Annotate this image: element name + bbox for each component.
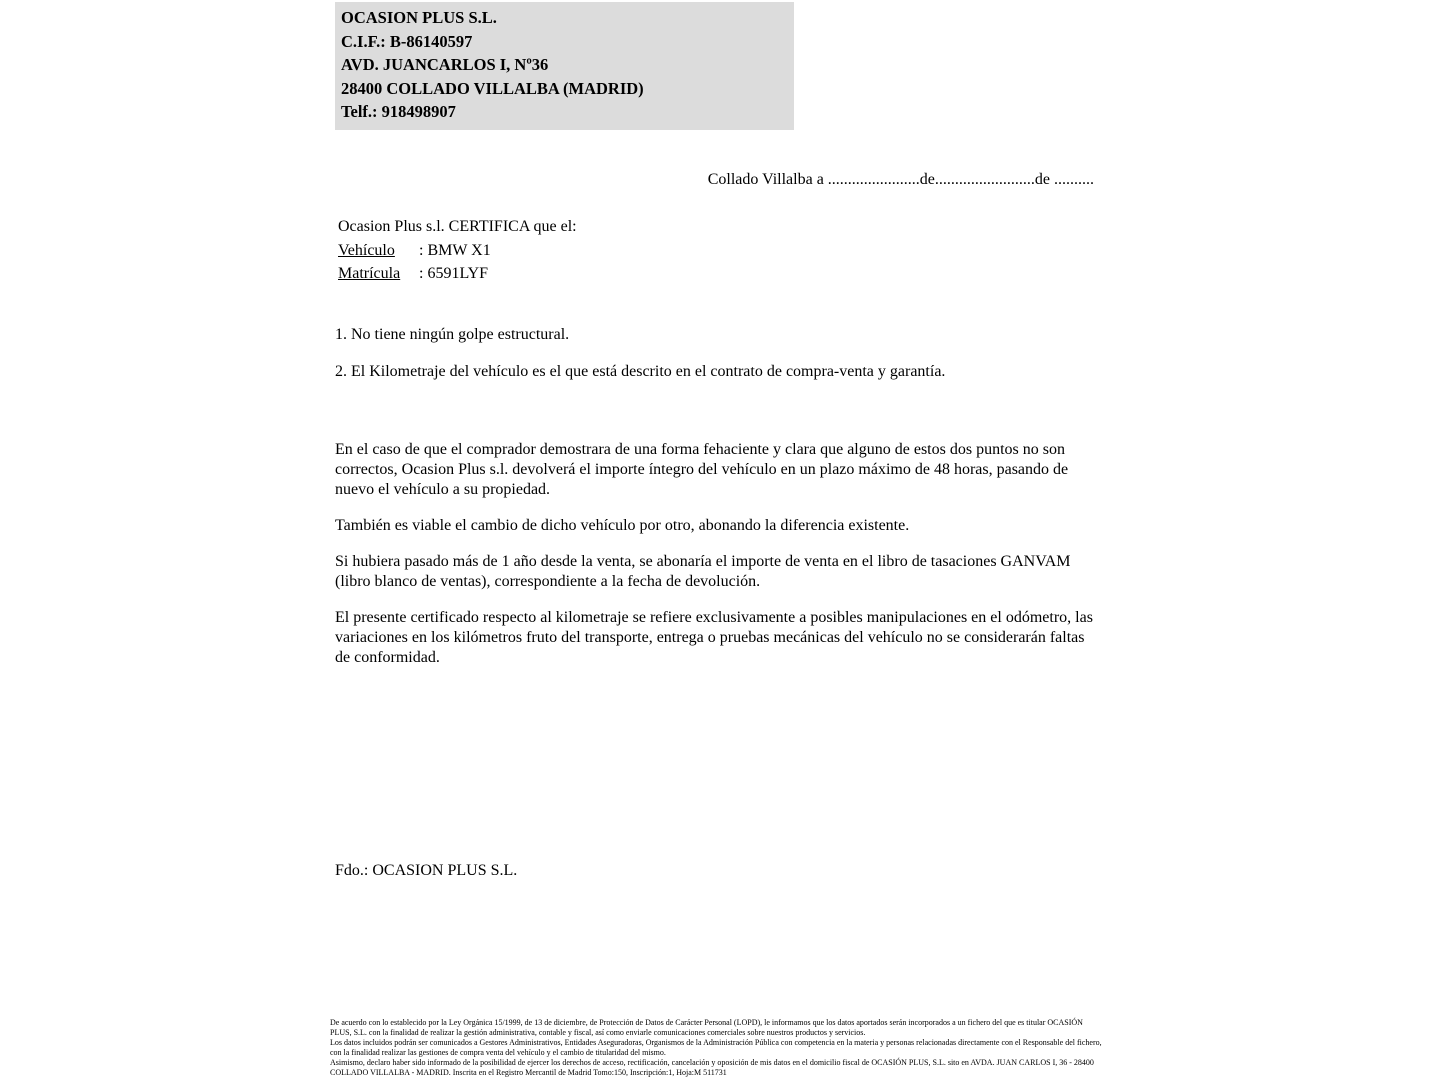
body-paragraphs bbox=[335, 440, 1095, 684]
condition-point-2: 2. El Kilometraje del vehículo es el que está descrito en el contrato de compra-venta y garantía. bbox=[335, 363, 946, 380]
vehicle-label: Vehículo bbox=[338, 241, 395, 259]
legal-footer bbox=[330, 1018, 1102, 1077]
company-address: AVD. JUANCARLOS I, Nº36 bbox=[341, 55, 549, 75]
company-phone: Telf.: 918498907 bbox=[341, 102, 456, 122]
company-city: 28400 COLLADO VILLALBA (MADRID) bbox=[341, 78, 644, 98]
plate-label: Matrícula bbox=[338, 265, 401, 282]
plate-row bbox=[338, 262, 577, 286]
condition-point-1: 1. No tiene ningún golpe estructural. bbox=[335, 326, 570, 343]
footer-paragraph-rights: Asimismo, declaro haber sido informado de la posibilidad de ejercer los derechos de acceso, rectificación, cancelación y oposición de mis datos en el domicilio fiscal de OCASIÓN PLUS, S.L. sito en AVDA. JUAN CARLOS I, 36 - 28400 COLLADO VILLALBA - MADRID. Inscrita en el Registro Mercantil de Madrid Tomo:150, Inscripción:1, Hoja:M 511731 bbox=[330, 1057, 1094, 1077]
footer-paragraph-lopd: De acuerdo con lo establecido por la Ley Orgánica 15/1999, de 13 de diciembre, de Protección de Datos de Carácter Personal (LOPD), le informamos que los datos aportados serán incorporados a un fichero del que es titular OCASIÓN PLUS, S.L. con la finalidad de realizar la gestión administrativa, contable y fiscal, así como enviarle comunicaciones comerciales sobre nuestros productos y servicios. bbox=[330, 1018, 1083, 1037]
certify-block bbox=[338, 215, 577, 286]
vehicle-row bbox=[338, 239, 577, 263]
company-name: OCASION PLUS S.L. bbox=[341, 8, 497, 27]
plate-value: : 6591LYF bbox=[419, 265, 489, 282]
vehicle-value: : BMW X1 bbox=[419, 241, 491, 259]
paragraph-ganvam: Si hubiera pasado más de 1 año desde la venta, se abonaría el importe de venta en el libro de tasaciones GANVAM (libro blanco de ventas), correspondiente a la fecha de devolución. bbox=[335, 553, 1071, 590]
certify-intro: Ocasion Plus s.l. CERTIFICA que el: bbox=[338, 218, 577, 235]
date-line: Collado Villalba a .......................de.........................de .......... bbox=[707, 171, 1094, 188]
footer-paragraph-data-sharing: Los datos incluidos podrán ser comunicados a Gestores Administrativos, Entidades Aseguradoras, Organismos de la Administración Pública con competencia en la materia y personas relacionadas directamente con el Responsable del fichero, con la finalidad realizar las gestiones de compra venta del vehículo y el cambio de titularidad del mismo. bbox=[330, 1037, 1102, 1057]
paragraph-exchange: También es viable el cambio de dicho vehículo por otro, abonando la diferencia existente. bbox=[335, 516, 910, 534]
paragraph-refund: En el caso de que el comprador demostrara de una forma fehaciente y clara que alguno de estos dos puntos no son correctos, Ocasion Plus s.l. devolverá el importe íntegro del vehículo en un plazo máximo de 48 horas, pasando de nuevo el vehículo a su propiedad. bbox=[335, 441, 1069, 498]
company-header-box bbox=[335, 2, 794, 130]
signature-line: Fdo.: OCASION PLUS S.L. bbox=[335, 862, 518, 879]
company-cif: C.I.F.: B-86140597 bbox=[341, 31, 473, 51]
paragraph-odometer: El presente certificado respecto al kilometraje se refiere exclusivamente a posibles manipulaciones en el odómetro, las variaciones en los kilómetros fruto del transporte, entrega o pruebas mecánicas del vehículo no se considerarán faltas de conformidad. bbox=[335, 609, 1093, 666]
